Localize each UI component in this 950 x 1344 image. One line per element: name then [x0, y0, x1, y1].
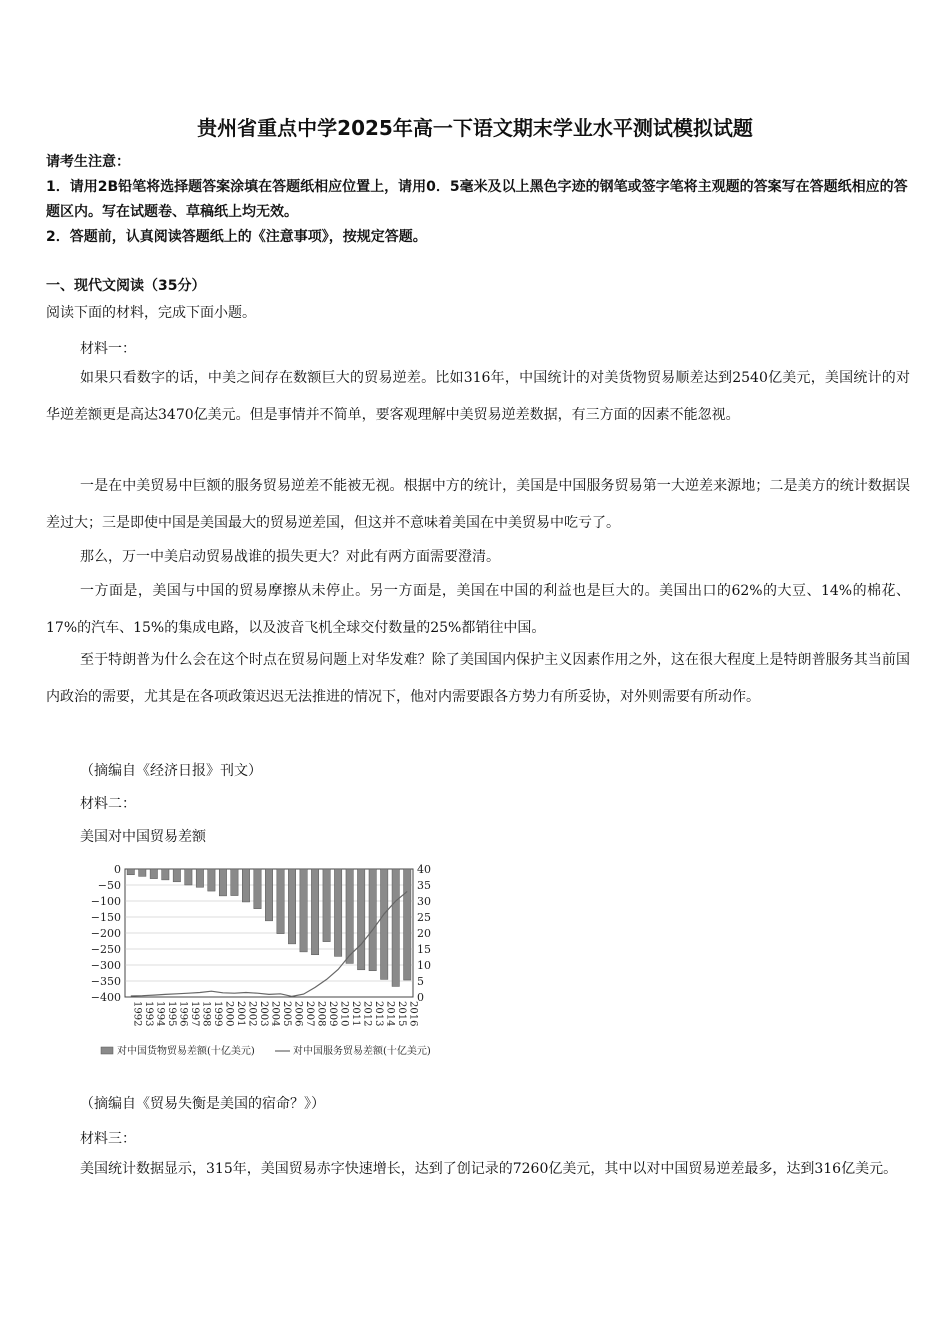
x-tick-label: 2010	[338, 1001, 350, 1027]
goods-balance-bar	[323, 869, 330, 942]
x-tick-label: 1993	[142, 1001, 154, 1027]
y-right-tick-label: 20	[417, 927, 431, 940]
goods-balance-bar	[381, 869, 388, 979]
x-tick-label: 2007	[304, 1001, 316, 1027]
x-tick-label: 1996	[177, 1001, 189, 1027]
x-tick-label: 2009	[327, 1001, 339, 1027]
notice-heading: 请考生注意：	[46, 154, 130, 170]
notice-item-2: 2．答题前，认真阅读答题纸上的《注意事项》，按规定答题。	[46, 229, 427, 245]
x-tick-label: 2005	[281, 1001, 293, 1027]
y-right-tick-label: 5	[417, 975, 424, 988]
material-1-paragraph-1: 如果只看数字的话，中美之间存在数额巨大的贸易逆差。比如316年，中国统计的对美货物贸易顺差达到2540亿美元，美国统计的对华逆差额更是高达3470亿美元。但是事情并不简单，要客观理解中美贸易逆差数据，有三方面的因素不能忽视。	[46, 370, 910, 423]
y-left-tick-label: −350	[90, 975, 121, 988]
goods-balance-bar	[265, 869, 272, 921]
y-left-tick-label: −300	[90, 959, 121, 972]
material-2-source: （摘编自《贸易失衡是美国的宿命？》）	[80, 1096, 325, 1112]
y-right-tick-label: 0	[417, 991, 424, 1004]
notice-item-1: 1．请用2B铅笔将选择题答案涂填在答题纸相应位置上，请用0．5毫米及以上黑色字迹的钢笔或签字笔将主观题的答案写在答题纸相应的答题区内。写在试题卷、草稿纸上均无效。	[46, 179, 908, 220]
section-heading: 一、现代文阅读（35分）	[46, 278, 206, 294]
goods-balance-bar	[300, 869, 307, 952]
notice-block	[46, 150, 916, 250]
x-tick-label: 2001	[234, 1001, 246, 1027]
material-3-paragraph-1: 美国统计数据显示，315年，美国贸易赤字快速增长，达到了创记录的7260亿美元，其中以对中国贸易逆差最多，达到316亿美元。	[80, 1161, 898, 1177]
goods-balance-bar	[334, 869, 341, 956]
chart-caption: 美国对中国贸易差额	[80, 829, 206, 845]
material-2-label: 材料二：	[80, 796, 136, 812]
material-1-paragraph-2: 一是在中美贸易中巨额的服务贸易逆差不能被无视。根据中方的统计，美国是中国服务贸易第一大逆差来源地；二是美方的统计数据误差过大；三是即使中国是美国最大的贸易逆差国，但这并不意味着美国在中美贸易中吃亏了。	[46, 478, 910, 531]
x-tick-label: 2004	[269, 1001, 281, 1027]
y-left-tick-label: 0	[114, 863, 121, 876]
x-tick-label: 1997	[188, 1001, 200, 1027]
y-left-tick-label: −50	[97, 879, 121, 892]
goods-balance-bar	[219, 869, 226, 896]
y-right-tick-label: 40	[417, 863, 431, 876]
goods-balance-bar	[369, 869, 376, 971]
goods-balance-bar	[208, 869, 215, 891]
x-tick-label: 2003	[257, 1001, 269, 1027]
goods-balance-bar	[162, 869, 169, 880]
material-3-label: 材料三：	[80, 1131, 136, 1147]
x-tick-label: 2016	[407, 1001, 419, 1027]
goods-balance-bar	[196, 869, 203, 887]
goods-balance-bar	[173, 869, 180, 882]
goods-balance-bar	[311, 869, 318, 955]
legend-bar-swatch	[101, 1047, 113, 1054]
y-left-tick-label: −250	[90, 943, 121, 956]
goods-balance-bar	[127, 869, 134, 875]
goods-balance-bar	[392, 869, 399, 986]
material-1-paragraph-3: 那么，万一中美启动贸易战谁的损失更大？对此有两方面需要澄清。	[80, 549, 500, 565]
legend-goods-label: 对中国货物贸易差额(十亿美元)	[117, 1046, 255, 1057]
goods-balance-bar	[254, 869, 261, 909]
material-1-paragraph-4: 一方面是，美国与中国的贸易摩擦从未停止。另一方面是，美国在中国的利益也是巨大的。美国出口的62%的大豆、14%的棉花、17%的汽车、15%的集成电路，以及波音飞机全球交付数量的25%都销往中国。	[46, 583, 910, 636]
x-tick-label: 2015	[396, 1001, 408, 1027]
goods-balance-bar	[357, 869, 364, 970]
y-right-tick-label: 25	[417, 911, 431, 924]
y-left-tick-label: −400	[90, 991, 121, 1004]
x-tick-label: 2000	[223, 1001, 235, 1027]
goods-balance-bar	[139, 869, 146, 876]
y-right-tick-label: 15	[417, 943, 431, 956]
x-tick-label: 1995	[165, 1001, 177, 1027]
x-tick-label: 2008	[315, 1001, 327, 1027]
material-1-paragraph-5: 至于特朗普为什么会在这个时点在贸易问题上对华发难？除了美国国内保护主义因素作用之外，这在很大程度上是特朗普服务其当前国内政治的需要，尤其是在各项政策迟迟无法推进的情况下，他对内需要跟各方势力有所妥协，对外则需要有所动作。	[46, 652, 910, 705]
x-tick-label: 2013	[373, 1001, 385, 1027]
x-tick-label: 2002	[246, 1001, 258, 1027]
x-tick-label: 1998	[200, 1001, 212, 1027]
goods-balance-bar	[288, 869, 295, 944]
goods-balance-bar	[242, 869, 249, 902]
goods-balance-bar	[231, 869, 238, 896]
x-tick-label: 1999	[211, 1001, 223, 1027]
legend-services-label: 对中国服务贸易差额(十亿美元)	[293, 1046, 431, 1057]
trade-balance-chart	[90, 855, 455, 1067]
x-tick-label: 1994	[154, 1001, 166, 1027]
y-right-tick-label: 10	[417, 959, 431, 972]
y-right-tick-label: 35	[417, 879, 431, 892]
x-tick-label: 1992	[131, 1001, 143, 1027]
material-1-source: （摘编自《经济日报》刊文）	[80, 763, 262, 779]
y-right-tick-label: 30	[417, 895, 431, 908]
section-intro: 阅读下面的材料，完成下面小题。	[46, 305, 256, 321]
material-1-label: 材料一：	[80, 341, 136, 357]
x-tick-label: 2014	[384, 1001, 396, 1027]
goods-balance-bar	[277, 869, 284, 934]
y-left-tick-label: −150	[90, 911, 121, 924]
document-title: 贵州省重点中学2025年高一下语文期末学业水平测试模拟试题	[197, 116, 753, 140]
goods-balance-bar	[404, 869, 411, 980]
goods-balance-bar	[150, 869, 157, 879]
x-tick-label: 2006	[292, 1001, 304, 1027]
goods-balance-bar	[346, 869, 353, 963]
x-tick-label: 2011	[350, 1001, 362, 1027]
goods-balance-bar	[185, 869, 192, 885]
x-tick-label: 2012	[361, 1001, 373, 1027]
y-left-tick-label: −200	[90, 927, 121, 940]
y-left-tick-label: −100	[90, 895, 121, 908]
